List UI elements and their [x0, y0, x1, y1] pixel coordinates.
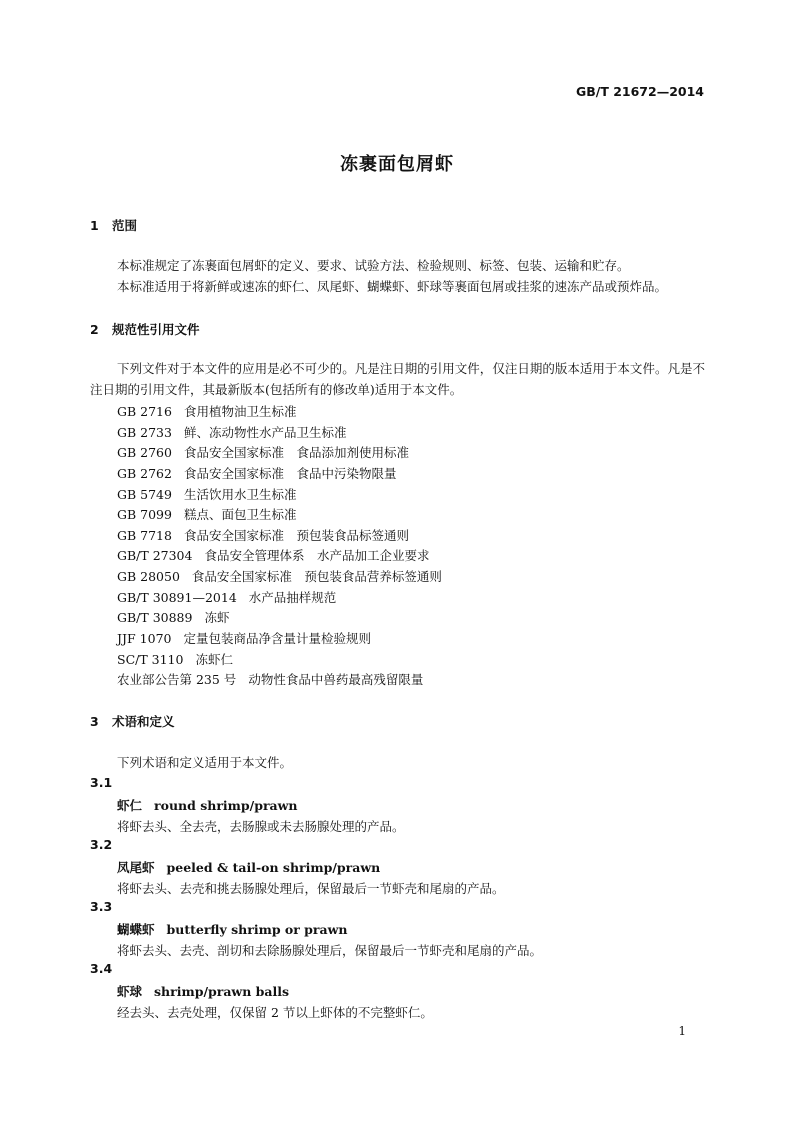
ref-title: 冻虾	[204, 610, 230, 625]
ref-title: 动物性食品中兽药最高残留限量	[248, 672, 424, 687]
section-title: 规范性引用文件	[112, 322, 200, 337]
ref-title: 食品安全国家标准 食品中污染物限量	[183, 466, 397, 481]
section-2-heading	[90, 320, 200, 338]
ref-code: GB 2762	[117, 466, 172, 481]
section-number: 2	[90, 322, 99, 337]
reference-item	[117, 629, 371, 647]
paragraph: 本标准规定了冻裹面包屑虾的定义、要求、试验方法、检验规则、标签、包装、运输和贮存。	[117, 258, 630, 273]
ref-code: GB 2733	[117, 425, 172, 440]
term-heading	[117, 920, 347, 938]
ref-title: 食品安全国家标准 食品添加剂使用标准	[183, 445, 409, 460]
section-title: 范围	[112, 218, 138, 233]
term-heading	[117, 858, 380, 876]
term-number: 3.1	[90, 775, 113, 790]
ref-code: GB 5749	[117, 487, 172, 502]
ref-title: 水产品抽样规范	[248, 590, 337, 605]
reference-item	[117, 423, 346, 441]
term-zh: 蝴蝶虾	[117, 922, 155, 937]
reference-item	[117, 464, 396, 482]
ref-title: 食品安全国家标准 预包装食品标签通则	[183, 528, 409, 543]
ref-code: SC/T 3110	[117, 652, 184, 667]
reference-item	[117, 526, 409, 544]
standard-number: GB/T 21672—2014	[575, 84, 704, 99]
term-number: 3.2	[90, 837, 113, 852]
page-title: 冻裹面包屑虾	[340, 154, 454, 175]
ref-title: 生活饮用水卫生标准	[183, 487, 297, 502]
ref-title: 糕点、面包卫生标准	[183, 507, 297, 522]
section-1-heading	[90, 216, 137, 234]
ref-code: GB/T 30889	[117, 610, 193, 625]
term-heading	[117, 982, 289, 1000]
reference-item	[117, 443, 409, 461]
ref-code: GB 2760	[117, 445, 172, 460]
ref-title: 定量包装商品净含量计量检验规则	[183, 631, 371, 646]
reference-item	[117, 485, 296, 503]
ref-code: GB/T 27304	[117, 548, 193, 563]
term-zh: 虾球	[117, 984, 143, 999]
reference-item	[117, 650, 233, 668]
term-heading	[117, 796, 297, 814]
term-zh: 虾仁	[117, 798, 143, 813]
term-definition: 经去头、去壳处理，仅保留 2 节以上虾体的不完整虾仁。	[117, 1005, 433, 1020]
reference-item	[117, 402, 296, 420]
ref-code: GB 7718	[117, 528, 172, 543]
term-number: 3.3	[90, 899, 113, 914]
reference-item	[117, 567, 442, 585]
term-en: peeled & tail-on shrimp/prawn	[166, 860, 381, 875]
ref-code: 农业部公告第 235 号	[117, 672, 237, 687]
ref-code: GB 28050	[117, 569, 180, 584]
term-definition: 将虾去头、全去壳，去肠腺或未去肠腺处理的产品。	[117, 819, 405, 834]
paragraph: 下列文件对于本文件的应用是必不可少的。凡是注日期的引用文件，仅注日期的版本适用于本文件。凡是不注日期的引用文件，其最新版本(包括所有的修改单)适用于本文件。	[90, 361, 705, 397]
paragraph: 本标准适用于将新鲜或速冻的虾仁、凤尾虾、蝴蝶虾、虾球等裹面包屑或挂浆的速冻产品或预炸品。	[117, 279, 668, 294]
paragraph: 下列术语和定义适用于本文件。	[117, 755, 293, 770]
term-en: butterfly shrimp or prawn	[166, 922, 348, 937]
term-en: round shrimp/prawn	[154, 798, 298, 813]
reference-item	[117, 608, 229, 626]
ref-code: GB/T 30891—2014	[117, 590, 237, 605]
term-zh: 凤尾虾	[117, 860, 155, 875]
ref-code: JJF 1070	[117, 631, 172, 646]
ref-title: 食用植物油卫生标准	[183, 404, 297, 419]
term-definition: 将虾去头、去壳和挑去肠腺处理后，保留最后一节虾壳和尾扇的产品。	[117, 881, 505, 896]
ref-code: GB 7099	[117, 507, 172, 522]
term-en: shrimp/prawn balls	[154, 984, 290, 999]
section-number: 1	[90, 218, 99, 233]
term-number: 3.4	[90, 961, 113, 976]
section-number: 3	[90, 714, 99, 729]
reference-item	[117, 546, 429, 564]
ref-title: 食品安全管理体系 水产品加工企业要求	[204, 548, 430, 563]
ref-title: 鲜、冻动物性水产品卫生标准	[183, 425, 347, 440]
section-3-heading	[90, 712, 175, 730]
reference-item	[117, 588, 336, 606]
page-number: 1	[678, 1024, 686, 1038]
ref-title: 食品安全国家标准 预包装食品营养标签通则	[191, 569, 442, 584]
section-title: 术语和定义	[112, 714, 175, 729]
ref-title: 冻虾仁	[195, 652, 233, 667]
ref-code: GB 2716	[117, 404, 172, 419]
term-definition: 将虾去头、去壳、剖切和去除肠腺处理后，保留最后一节虾壳和尾扇的产品。	[117, 943, 543, 958]
reference-item	[117, 670, 423, 688]
reference-item	[117, 505, 296, 523]
